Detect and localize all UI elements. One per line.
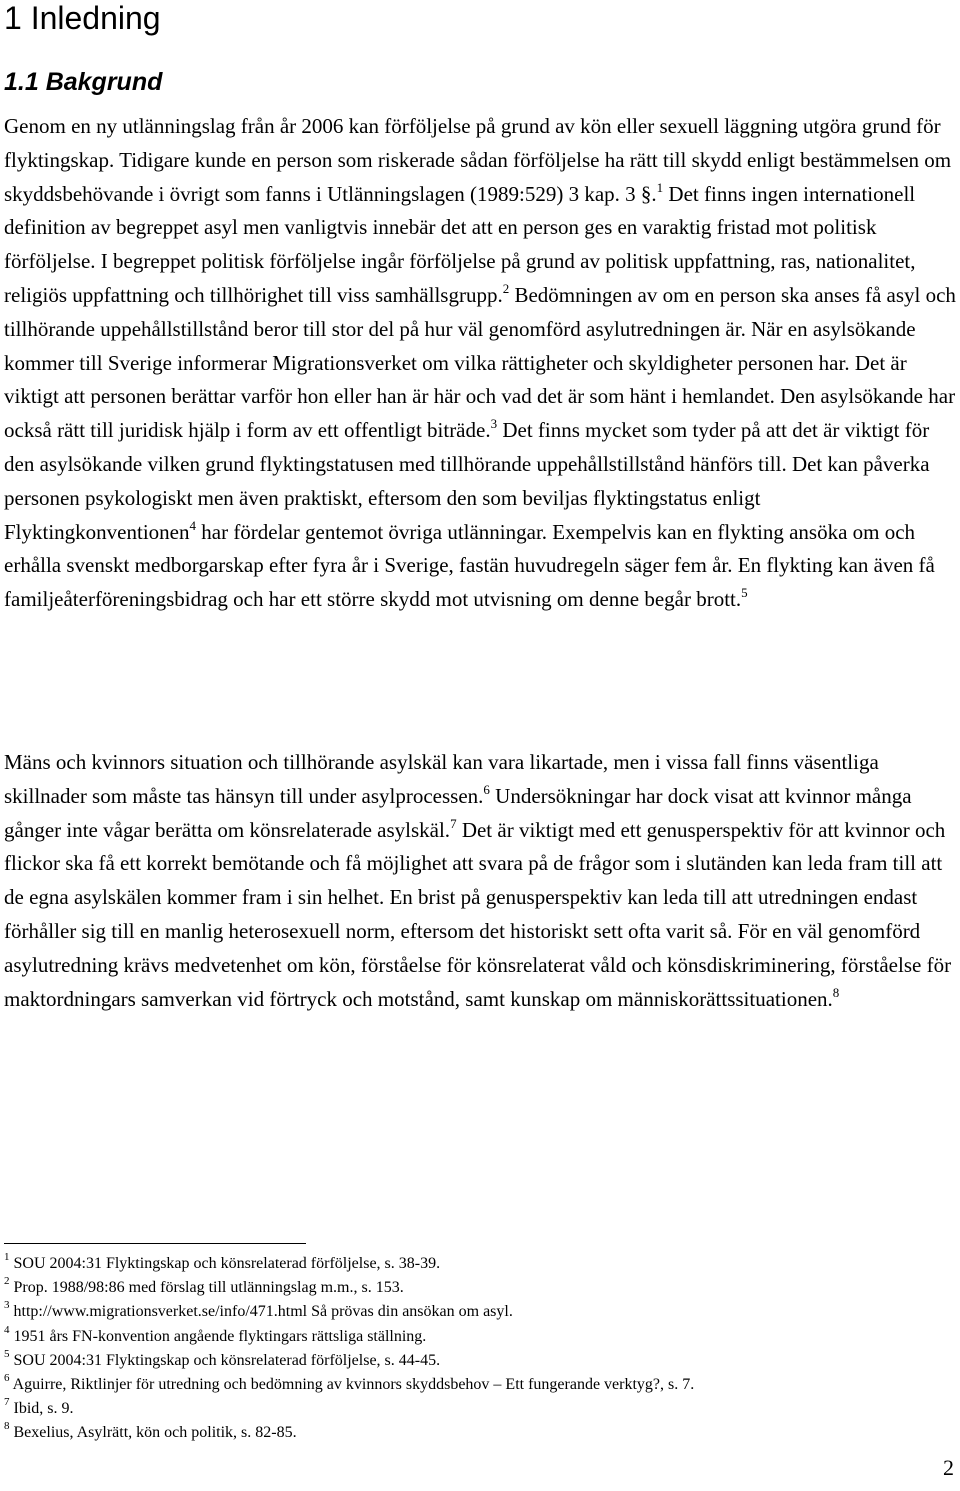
footnote-reference: 2	[502, 280, 510, 296]
footnote-reference: 5	[741, 585, 748, 601]
section-heading: 1.1 Bakgrund	[4, 68, 163, 96]
footnote-text: SOU 2004:31 Flyktingskap och könsrelaterad förföljelse, s. 44-45.	[9, 1351, 441, 1369]
footnote-reference: 1	[656, 179, 664, 195]
footnote-text: Aguirre, Riktlinjer för utredning och bedömning av kvinnors skyddsbehov – Ett fungerande verktyg?, s. 7.	[9, 1376, 695, 1394]
paragraph-text: Bedömningen av om en person ska anses få asyl och tillhörande uppehållstillstånd beror till stor del på hur väl genomförd asylutredningen är. När en asylsökande kommer till Sverige informerar Migrationsverket om vilka rättigheter och skyldigheter personen har. Det är viktigt att personen berättar varför hon eller han är här och vad det är som hänt i hemlandet. Den asylsökande har också rätt till juridisk hjälp i form av ett offentligt biträde.	[4, 282, 956, 443]
body-paragraph-1	[4, 110, 956, 617]
paragraph-text: Det finns ingen internationell definition av begreppet asyl men vanligtvis innebär det att en person ges en varaktig fristad mot politisk förföljelse. I begreppet politisk förföljelse ingår förföljelse på grund av politisk uppfattning, ras, nationalitet, religiös uppfattning och tillhörighet till viss samhällsgrupp.	[4, 181, 916, 307]
footnote-number: 7	[4, 1396, 10, 1409]
footnote-separator	[4, 1243, 306, 1244]
footnote-item	[4, 1373, 956, 1397]
footnote-text: Ibid, s. 9.	[9, 1400, 74, 1418]
footnote-text: 1951 års FN-konvention angående flyktingars rättsliga ställning.	[9, 1327, 427, 1345]
footnote-reference: 6	[483, 781, 490, 797]
footnote-number: 6	[4, 1372, 10, 1385]
paragraph-text: har fördelar gentemot övriga utlänningar. Exempelvis kan en flykting ansöka om och erhålla svenskt medborgarskap efter fyra år i Sverige, fastän huvudregeln säger fem år. En flykting kan även få familjeåterföreningsbidrag och har ett större skydd mot utvisning om denne begår brott.	[4, 519, 935, 612]
paragraph-text: Det är viktigt med ett genusperspektiv för att kvinnor och flickor ska få ett korrekt bemötande och få möjlighet att svara på de frågor som i slutänden kan leda fram till att de egna asylskälen kommer fram i sin helhet. En brist på genusperspektiv kan leda till att utredningen endast förhåller sig till en manlig heterosexuell norm, eftersom det historiskt sett ofta varit så. För en väl genomförd asylutredning krävs medvetenhet om kön, förståelse för könsrelaterat våld och könsdiskriminering, förståelse för maktordningars samverkan vid förtryck och motstånd, samt kunskap om människorättssituationen.	[4, 817, 952, 1011]
footnote-text: Bexelius, Asylrätt, kön och politik, s. 82-85.	[9, 1424, 297, 1442]
footnote-reference: 3	[490, 416, 498, 432]
footnote-number: 5	[4, 1347, 10, 1360]
footnote-number: 4	[4, 1323, 10, 1336]
footnote-reference: 8	[832, 984, 840, 1000]
footnote-list	[4, 1252, 956, 1446]
footnote-number: 3	[4, 1299, 10, 1312]
footnote-reference: 4	[189, 517, 196, 533]
footnote-item	[4, 1421, 956, 1445]
footnote-number: 1	[4, 1251, 10, 1263]
footnote-item	[4, 1300, 956, 1324]
chapter-heading: 1 Inledning	[4, 0, 161, 36]
paragraph-text: Undersökningar har dock visat att kvinnor många gånger inte vågar berätta om könsrelaterade asylskäl.	[4, 783, 912, 842]
body-paragraph-2	[4, 746, 956, 1016]
footnote-number: 2	[4, 1275, 10, 1288]
footnote-item	[4, 1325, 956, 1349]
footnote-item	[4, 1349, 956, 1373]
footnote-text: SOU 2004:31 Flyktingskap och könsrelaterad förföljelse, s. 38-39.	[9, 1255, 441, 1272]
footnote-text: Prop. 1988/98:86 med förslag till utlänningslag m.m., s. 153.	[9, 1279, 404, 1297]
page-number: 2	[943, 1455, 954, 1480]
footnote-item	[4, 1252, 956, 1276]
footnote-number: 8	[4, 1420, 10, 1433]
footnote-text: http://www.migrationsverket.se/info/471.html Så prövas din ansökan om asyl.	[9, 1303, 513, 1321]
paragraph-text: Det finns mycket som tyder på att det är viktigt för den asylsökande vilken grund flyktingstatusen med tillhörande uppehållstillstånd hänförs till. Det kan påverka personen psykologiskt men även praktiskt, eftersom den som beviljas flyktingstatus enligt Flyktingkonventionen	[4, 418, 930, 544]
footnote-reference: 7	[450, 815, 457, 831]
footnote-item	[4, 1397, 956, 1421]
footnote-item	[4, 1276, 956, 1300]
paragraph-text: Genom en ny utlänningslag från år 2006 kan förföljelse på grund av kön eller sexuell läggning utgöra grund för flyktingskap. Tidigare kunde en person som riskerade sådan förföljelse ha rätt till skydd enligt bestämmelsen om skyddsbehövande i övrigt som fanns i Utlänningslagen (1989:529) 3 kap. 3 §.	[4, 114, 952, 206]
paragraph-text: Mäns och kvinnors situation och tillhörande asylskäl kan vara likartade, men i vissa fall finns väsentliga skillnader som måste tas hänsyn till under asylprocessen.	[4, 750, 879, 808]
